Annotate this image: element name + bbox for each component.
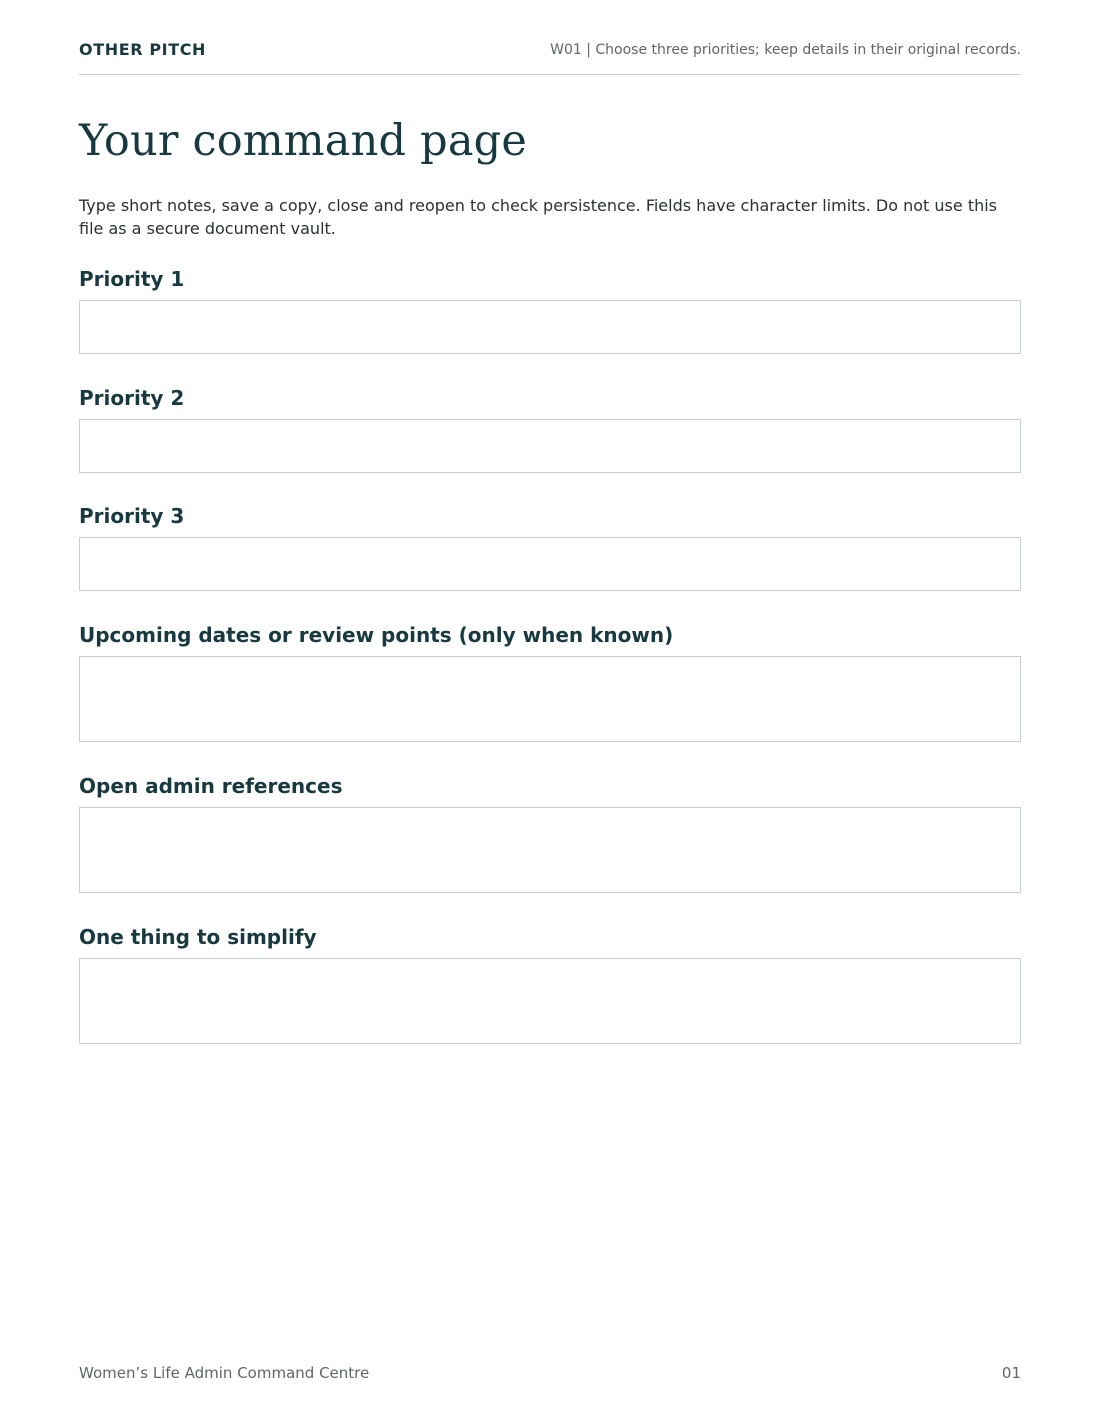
admin-references-label: Open admin references: [79, 774, 343, 798]
priority-2-field[interactable]: [79, 419, 1021, 473]
footer-title: Women’s Life Admin Command Centre: [79, 1364, 370, 1382]
simplify-label: One thing to simplify: [79, 925, 317, 949]
header-note: W01 | Choose three priorities; keep details in their original records.: [550, 42, 1021, 58]
intro-text: Type short notes, save a copy, close and reopen to check persistence. Fields have character limits. Do not use this file as a secure document vault.: [79, 196, 998, 238]
page-title: Your command page: [79, 116, 528, 166]
page-header: [79, 38, 1021, 75]
brand-label: OTHER PITCH: [79, 40, 207, 59]
simplify-field[interactable]: [79, 958, 1021, 1044]
priority-2-label: Priority 2: [79, 386, 185, 410]
priority-1-label: Priority 1: [79, 267, 185, 291]
admin-references-field[interactable]: [79, 807, 1021, 893]
priority-1-field[interactable]: [79, 300, 1021, 354]
document-page: [79, 0, 1021, 1424]
priority-3-label: Priority 3: [79, 504, 185, 528]
upcoming-dates-label: Upcoming dates or review points (only when known): [79, 623, 674, 647]
upcoming-dates-field[interactable]: [79, 656, 1021, 742]
priority-3-field[interactable]: [79, 537, 1021, 591]
page-number: 01: [1001, 1364, 1021, 1382]
